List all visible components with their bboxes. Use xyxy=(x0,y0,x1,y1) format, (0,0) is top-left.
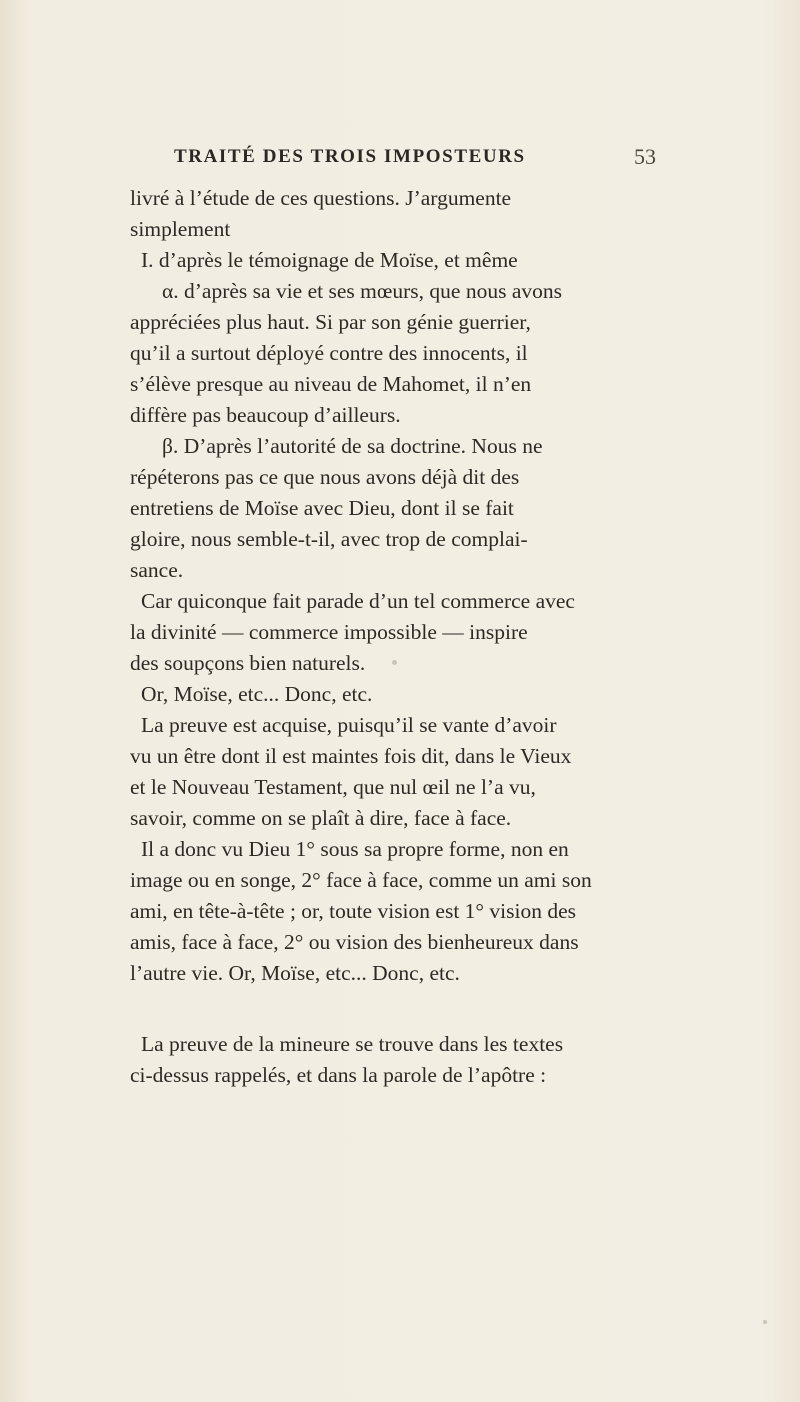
text-line: ami, en tête-à-tête ; or, toute vision est 1° vision des xyxy=(130,899,576,923)
running-title: TRAITÉ DES TROIS IMPOSTEURS xyxy=(174,146,526,167)
text-line: simplement xyxy=(130,217,231,241)
text-line: gloire, nous semble-t-il, avec trop de complai- xyxy=(130,527,528,551)
text-line: I. d’après le témoignage de Moïse, et même xyxy=(141,248,518,272)
text-line: appréciées plus haut. Si par son génie guerrier, xyxy=(130,310,531,334)
paragraph-gap xyxy=(130,989,660,1029)
text-line: diffère pas beaucoup d’ailleurs. xyxy=(130,403,401,427)
page-header xyxy=(174,146,654,176)
paper-speck xyxy=(763,1320,767,1324)
text-line: sance. xyxy=(130,558,184,582)
text-line: β. D’après l’autorité de sa doctrine. Nous ne xyxy=(162,434,543,458)
text-line: l’autre vie. Or, Moïse, etc... Donc, etc. xyxy=(130,961,460,985)
text-line: livré à l’étude de ces questions. J’argumente xyxy=(130,186,512,210)
text-line: des soupçons bien naturels. xyxy=(130,651,366,675)
text-line: vu un être dont il est maintes fois dit, dans le Vieux xyxy=(130,744,572,768)
text-line: Car quiconque fait parade d’un tel commerce avec xyxy=(141,589,575,613)
paper-speck xyxy=(392,660,397,665)
text-line: Or, Moïse, etc... Donc, etc. xyxy=(141,682,373,706)
text-line: qu’il a surtout déployé contre des innocents, il xyxy=(130,341,528,365)
text-line: Il a donc vu Dieu 1° sous sa propre forme, non en xyxy=(141,837,569,861)
text-line: s’élève presque au niveau de Mahomet, il n’en xyxy=(130,372,532,396)
text-line: ci-dessus rappelés, et dans la parole de l’apôtre : xyxy=(130,1063,547,1087)
text-line: et le Nouveau Testament, que nul œil ne l’a vu, xyxy=(130,775,536,799)
text-line: La preuve de la mineure se trouve dans les textes xyxy=(141,1032,564,1056)
text-line: α. d’après sa vie et ses mœurs, que nous avons xyxy=(162,279,562,303)
text-line: savoir, comme on se plaît à dire, face à face. xyxy=(130,806,512,830)
page-number: 53 xyxy=(634,144,656,169)
body-text xyxy=(130,183,660,1091)
text-line: image ou en songe, 2° face à face, comme un ami son xyxy=(130,868,592,892)
text-line: la divinité — commerce impossible — inspire xyxy=(130,620,528,644)
text-line: amis, face à face, 2° ou vision des bienheureux dans xyxy=(130,930,579,954)
text-line: entretiens de Moïse avec Dieu, dont il se fait xyxy=(130,496,514,520)
text-line: répéterons pas ce que nous avons déjà dit des xyxy=(130,465,520,489)
text-line: La preuve est acquise, puisqu’il se vante d’avoir xyxy=(141,713,557,737)
